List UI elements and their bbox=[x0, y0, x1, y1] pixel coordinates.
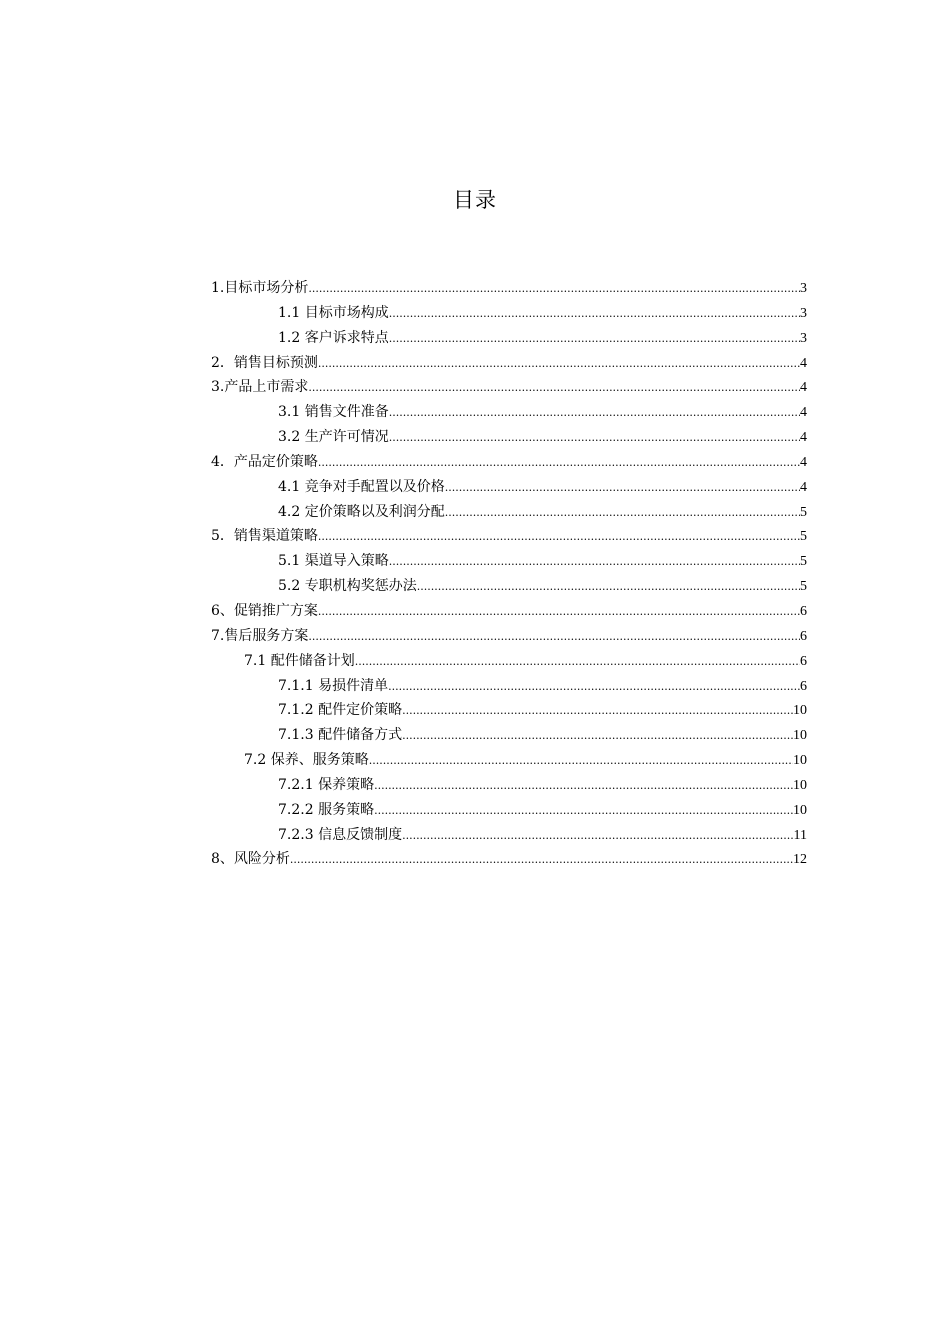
toc-entry-text: 7.2.3 信息反馈制度 bbox=[278, 826, 403, 843]
toc-entry[interactable] bbox=[211, 276, 807, 301]
toc-entry[interactable] bbox=[211, 674, 807, 699]
toc-entry[interactable] bbox=[211, 301, 807, 326]
toc-dot-leader bbox=[402, 699, 793, 724]
toc-dot-leader bbox=[318, 451, 800, 476]
toc-entry-text: 3.产品上市需求 bbox=[211, 379, 309, 396]
toc-page-number: 10 bbox=[793, 703, 807, 719]
toc-dot-leader bbox=[308, 277, 800, 302]
toc-page-number: 11 bbox=[793, 827, 807, 843]
toc-entry[interactable] bbox=[211, 524, 807, 549]
toc-entry[interactable] bbox=[211, 326, 807, 351]
toc-dot-leader bbox=[402, 824, 793, 849]
toc-page-number: 3 bbox=[800, 281, 807, 296]
toc-entry[interactable] bbox=[211, 500, 807, 525]
toc-entry[interactable] bbox=[211, 723, 807, 748]
toc-page-number: 3 bbox=[800, 330, 807, 346]
toc-entry-text: 8、风险分析 bbox=[211, 851, 290, 868]
toc-dot-leader bbox=[388, 675, 800, 700]
toc-page-number: 6 bbox=[800, 653, 807, 669]
toc-page-number: 4 bbox=[800, 405, 807, 421]
toc-dot-leader bbox=[369, 749, 793, 774]
toc-entry-text: 7.2 保养、服务策略 bbox=[244, 752, 369, 769]
toc-dot-leader bbox=[374, 799, 793, 824]
toc-dot-leader bbox=[290, 848, 793, 873]
toc-list bbox=[211, 276, 807, 872]
toc-dot-leader bbox=[308, 625, 800, 650]
toc-entry-text: 3.1 销售文件准备 bbox=[278, 404, 389, 421]
toc-entry-text: 7.2.2 服务策略 bbox=[278, 801, 375, 818]
toc-entry[interactable] bbox=[211, 624, 807, 649]
toc-entry-text: 1.目标市场分析 bbox=[211, 280, 309, 296]
toc-page-number: 5 bbox=[800, 554, 807, 570]
toc-dot-leader bbox=[417, 575, 800, 600]
toc-entry-text: 6、促销推广方案 bbox=[211, 602, 318, 619]
toc-entry[interactable] bbox=[211, 351, 807, 376]
toc-dot-leader bbox=[318, 352, 800, 377]
toc-page-number: 5 bbox=[800, 529, 807, 545]
toc-entry[interactable] bbox=[211, 847, 807, 872]
toc-entry-text: 1.1 目标市场构成 bbox=[278, 304, 389, 321]
toc-entry-text: 4．产品定价策略 bbox=[211, 453, 318, 470]
toc-page-number: 4 bbox=[800, 380, 807, 396]
toc-entry[interactable] bbox=[211, 599, 807, 624]
toc-entry-text: 7.1.2 配件定价策略 bbox=[278, 702, 403, 719]
toc-page-number: 10 bbox=[793, 728, 807, 744]
toc-page-number: 12 bbox=[793, 852, 807, 868]
toc-page-number: 10 bbox=[793, 777, 807, 793]
toc-entry[interactable] bbox=[211, 823, 807, 848]
toc-entry[interactable] bbox=[211, 425, 807, 450]
toc-page-number: 5 bbox=[800, 579, 807, 595]
toc-entry[interactable] bbox=[211, 748, 807, 773]
toc-page-number: 3 bbox=[800, 305, 807, 321]
toc-page-number: 10 bbox=[793, 802, 807, 818]
toc-page-number: 4 bbox=[800, 454, 807, 470]
toc-entry-text: 2．销售目标预测 bbox=[211, 354, 318, 371]
toc-entry[interactable] bbox=[211, 798, 807, 823]
toc-dot-leader bbox=[389, 327, 800, 352]
toc-entry[interactable] bbox=[211, 450, 807, 475]
toc-dot-leader bbox=[308, 376, 800, 401]
toc-entry-text: 7.售后服务方案 bbox=[211, 627, 309, 644]
toc-entry[interactable] bbox=[211, 574, 807, 599]
toc-entry-text: 5.2 专职机构奖惩办法 bbox=[278, 578, 417, 595]
toc-title: 目录 bbox=[453, 188, 497, 212]
toc-dot-leader bbox=[389, 426, 800, 451]
toc-page-number: 6 bbox=[800, 678, 807, 694]
toc-entry[interactable] bbox=[211, 698, 807, 723]
toc-dot-leader bbox=[445, 476, 800, 501]
toc-dot-leader bbox=[355, 650, 800, 675]
toc-page-number: 5 bbox=[800, 504, 807, 520]
toc-page-number: 4 bbox=[800, 479, 807, 495]
toc-entry-text: 3.2 生产许可情况 bbox=[278, 429, 389, 446]
toc-dot-leader bbox=[318, 525, 800, 550]
toc-entry-text: 4.2 定价策略以及利润分配 bbox=[278, 503, 445, 520]
toc-entry-text: 5．销售渠道策略 bbox=[211, 528, 318, 545]
toc-entry-text: 1.2 客户诉求特点 bbox=[278, 329, 389, 346]
toc-entry[interactable] bbox=[211, 649, 807, 674]
toc-entry[interactable] bbox=[211, 375, 807, 400]
toc-dot-leader bbox=[389, 550, 800, 575]
toc-dot-leader bbox=[374, 774, 793, 799]
toc-dot-leader bbox=[445, 501, 800, 526]
toc-dot-leader bbox=[389, 302, 800, 327]
toc-entry-text: 5.1 渠道导入策略 bbox=[278, 553, 389, 570]
toc-entry-text: 7.1 配件储备计划 bbox=[244, 652, 355, 669]
toc-entry-text: 7.1.3 配件储备方式 bbox=[278, 727, 403, 744]
toc-dot-leader bbox=[318, 600, 800, 625]
toc-entry[interactable] bbox=[211, 549, 807, 574]
toc-page-number: 4 bbox=[800, 355, 807, 371]
toc-entry-text: 7.2.1 保养策略 bbox=[278, 776, 375, 793]
toc-entry[interactable] bbox=[211, 400, 807, 425]
toc-entry[interactable] bbox=[211, 773, 807, 798]
toc-page-number: 6 bbox=[800, 628, 807, 644]
toc-entry-text: 4.1 竞争对手配置以及价格 bbox=[278, 478, 445, 495]
toc-entry-text: 7.1.1 易损件清单 bbox=[278, 677, 389, 694]
toc-page-number: 10 bbox=[793, 753, 807, 769]
toc-page-number: 6 bbox=[800, 603, 807, 619]
toc-entry[interactable] bbox=[211, 475, 807, 500]
toc-dot-leader bbox=[389, 401, 800, 426]
toc-page-number: 4 bbox=[800, 430, 807, 446]
toc-dot-leader bbox=[402, 724, 793, 749]
